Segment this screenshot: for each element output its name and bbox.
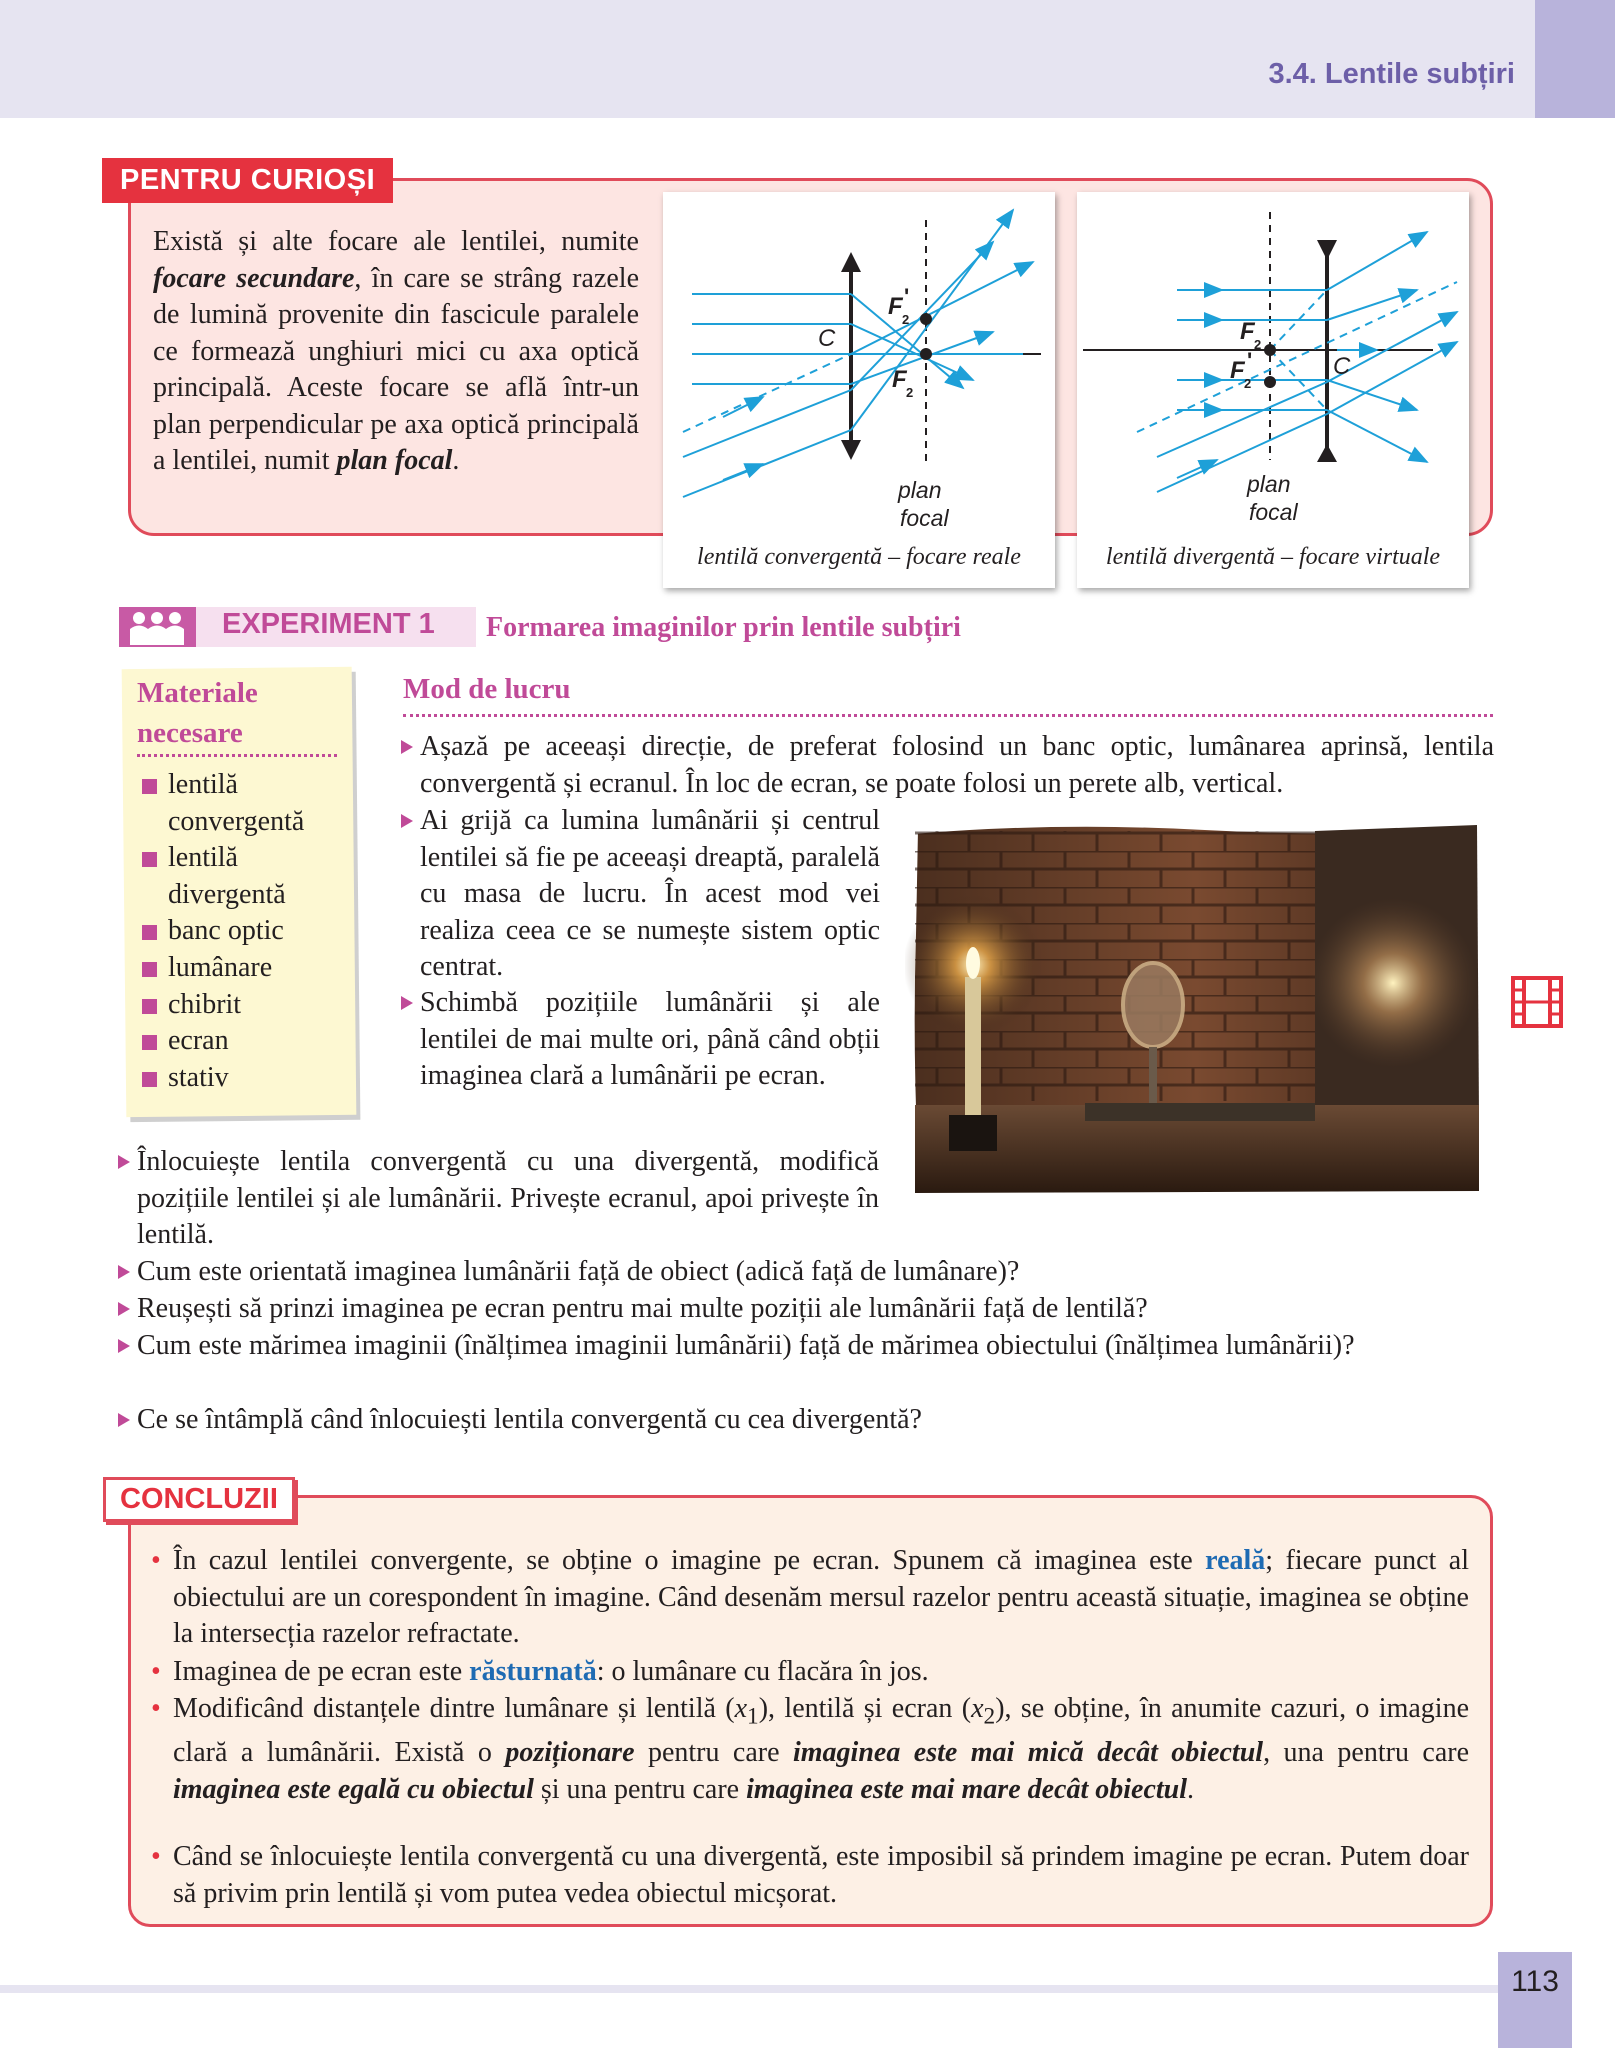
header-tab — [1535, 0, 1615, 118]
procedure-divider — [403, 714, 1493, 717]
bullet-arrow-icon — [401, 996, 413, 1010]
conclusion-item — [151, 1839, 1469, 1912]
conclusion-item — [151, 1543, 1469, 1653]
label-plan: plan — [1247, 471, 1291, 497]
label-center: C — [1333, 353, 1351, 380]
term-plan-focal: plan focal — [336, 445, 453, 476]
label-focal: focal — [1249, 499, 1298, 525]
material-label: chibrit — [168, 988, 242, 1020]
bullet-dot-icon: • — [151, 1693, 161, 1724]
label-f-sub: 2 — [1254, 337, 1262, 352]
procedure-step — [137, 1328, 1493, 1365]
step-text: Cum este orientată imaginea lumânării față de obiect (adică față de lumânare)? — [137, 1256, 1020, 1287]
bullet-dot-icon: • — [151, 1841, 161, 1872]
label-center: C — [818, 325, 836, 352]
label-f: F — [1240, 318, 1255, 345]
var-x1-sub: 1 — [747, 1703, 759, 1730]
procedure-step — [420, 985, 880, 1095]
curiosi-text — [153, 224, 639, 480]
procedure-step — [137, 1402, 1493, 1439]
label-f-prime: F — [888, 293, 903, 320]
conclusion-text: Modificând distanțele dintre lumânare și lentilă ( — [173, 1693, 735, 1724]
step-text: Ce se întâmplă când înlocuiești lentila convergentă cu cea divergentă? — [137, 1404, 922, 1435]
procedure-step — [420, 729, 1494, 802]
figure-converging-lens — [663, 192, 1055, 588]
term-egala: imaginea este egală cu obiectul — [173, 1773, 534, 1805]
material-label: banc optic — [168, 915, 284, 947]
curiosi-text-part: Există și alte focare ale lentilei, numite — [153, 226, 639, 257]
converging-lens-diagram — [663, 192, 1055, 544]
material-item — [140, 1023, 328, 1060]
conclusion-item — [151, 1654, 1469, 1691]
bullet-arrow-icon — [401, 740, 413, 754]
bullet-arrow-icon — [118, 1265, 130, 1279]
var-x2-sub: 2 — [983, 1703, 996, 1730]
label-f-sub: 2 — [906, 385, 914, 400]
step-text: Așază pe aceeași direcție, de preferat folosind un banc optic, lumânarea aprinsă, lentila convergentă și ecranul. În loc de ecran, se poate folosi un perete alb, vertical. — [420, 731, 1494, 799]
material-label: lumânare — [168, 951, 273, 983]
conclusion-text: și una pentru care — [533, 1773, 747, 1805]
materials-list — [140, 767, 328, 1096]
materials-divider — [137, 754, 337, 757]
material-label: lentilă convergentă — [168, 769, 305, 837]
material-label: ecran — [168, 1025, 229, 1057]
step-text: Schimbă pozițiile lumânării și ale lentilei de mai multe ori, până când obții imaginea clară a lumânării pe ecran. — [420, 987, 880, 1092]
diverging-lens-diagram — [1077, 192, 1469, 544]
step-text: Cum este mărimea imaginii (înălțimea imaginii lumânării) față de mărimea obiectului (înălțimea lumânării)? — [137, 1330, 1355, 1361]
label-f-prime-mark: ' — [1247, 348, 1253, 373]
procedure-step — [137, 1254, 1493, 1291]
conclusion-text: ), lentilă și ecran ( — [758, 1693, 972, 1724]
term-rasturnata: răsturnată — [469, 1656, 597, 1687]
experiment-photo — [905, 815, 1485, 1200]
bullet-arrow-icon — [118, 1302, 130, 1316]
figure-caption: lentilă divergentă – focare virtuale — [1105, 544, 1441, 570]
page-number: 113 — [1511, 1965, 1559, 1998]
curiosi-label: PENTRU CURIOȘI — [102, 158, 393, 203]
conclusion-text: : o lumânare cu flacăra în jos. — [596, 1656, 929, 1687]
curiosi-text-part: . — [452, 445, 460, 476]
material-item — [140, 840, 328, 913]
bullet-dot-icon: • — [151, 1656, 161, 1687]
experiment-label: EXPERIMENT 1 — [222, 608, 435, 640]
bullet-dot-icon: • — [151, 1545, 161, 1576]
var-x2: x — [971, 1693, 984, 1724]
bullet-arrow-icon — [118, 1413, 130, 1427]
bullet-arrow-icon — [118, 1155, 130, 1169]
bullet-arrow-icon — [118, 1339, 130, 1353]
figure-diverging-lens — [1077, 192, 1469, 588]
label-f: F — [892, 366, 907, 393]
term-pozitionare: poziționare — [505, 1737, 635, 1769]
step-text: Reușești să prinzi imaginea pe ecran pentru mai multe poziții ale lumânării față de lentilă? — [137, 1293, 1148, 1324]
material-item — [140, 913, 328, 950]
conclusion-text: ; fiecare punct al obiectului are un corespondent în imagine. Când desenăm mersul razelor pentru această situație, imaginea se obține la intersecția razelor refractate. — [173, 1545, 1469, 1650]
label-f-prime: F — [1230, 357, 1245, 384]
procedure-step — [137, 1291, 1493, 1328]
procedure-step — [420, 803, 880, 986]
conclusion-text: Imaginea de pe ecran este — [173, 1656, 470, 1687]
material-item — [140, 1060, 328, 1097]
label-plan: plan — [898, 477, 942, 503]
figure-caption: lentilă convergentă – focare reale — [697, 544, 1021, 570]
section-title: 3.4. Lentile subțiri — [1268, 58, 1515, 90]
material-item — [140, 767, 328, 840]
film-icon[interactable] — [1511, 976, 1563, 1032]
conclusion-item — [151, 1691, 1469, 1808]
term-mai-mare: imaginea este mai mare decât obiectul — [746, 1773, 1188, 1805]
label-f-prime-mark: ' — [904, 284, 910, 309]
term-mai-mica: imaginea este mai mică decât obiectul — [793, 1737, 1264, 1769]
step-text: Ai grijă ca lumina lumânării și centrul lentilei să fie pe aceeași dreaptă, paralelă cu masa de lucru. În acest mod vei realiza ceea ce se numește sistem optic centrat. — [420, 805, 880, 983]
conclusion-text: . — [1187, 1773, 1195, 1805]
procedure-title: Mod de lucru — [403, 673, 571, 705]
var-x1: x — [734, 1693, 748, 1724]
footer-line — [0, 1985, 1498, 1993]
material-label: stativ — [168, 1061, 229, 1093]
materials-title: Materiale necesare — [137, 677, 258, 749]
conclusions-label: CONCLUZII — [103, 1477, 295, 1522]
material-label: lentilă divergentă — [168, 842, 286, 910]
label-f-prime-sub: 2 — [1244, 376, 1252, 391]
conclusion-text: pentru care — [634, 1737, 793, 1769]
conclusion-text: Când se înlocuiește lentila convergentă cu una divergentă, este imposibil să prindem imagine pe ecran. Putem doar să privim prin lentilă și vom putea vedea obiectul micșorat. — [173, 1841, 1469, 1909]
bullet-arrow-icon — [401, 814, 413, 828]
material-item — [140, 950, 328, 987]
conclusion-text: În cazul lentilei convergente, se obține o imagine pe ecran. Spunem că imaginea este — [173, 1545, 1206, 1576]
label-focal: focal — [900, 505, 949, 531]
curiosi-text-part: , în care se strâng razele de lumină provenite din fascicule paralele ce formează unghiuri mici cu axa optică principală. Aceste focare se află într-un plan perpendicular pe axa optică principală a lentilei, numit — [153, 262, 639, 476]
material-item — [140, 987, 328, 1024]
procedure-step — [137, 1144, 879, 1254]
conclusion-text: , una pentru care — [1263, 1737, 1469, 1769]
label-f-prime-sub: 2 — [902, 312, 910, 327]
term-focare-secundare: focare secundare — [153, 262, 355, 294]
conclusion-text: ), se obține, în anumite cazuri, o imagine clară a lumânării. Există o — [173, 1693, 1469, 1769]
term-reala: reală — [1205, 1545, 1266, 1576]
step-text: Înlocuiește lentila convergentă cu una divergentă, modifică pozițiile lentilei și ale lumânării. Privește ecranul, apoi privește în lentilă. — [137, 1146, 879, 1251]
group-work-icon — [119, 607, 196, 647]
experiment-title: Formarea imaginilor prin lentile subțiri — [486, 612, 961, 643]
